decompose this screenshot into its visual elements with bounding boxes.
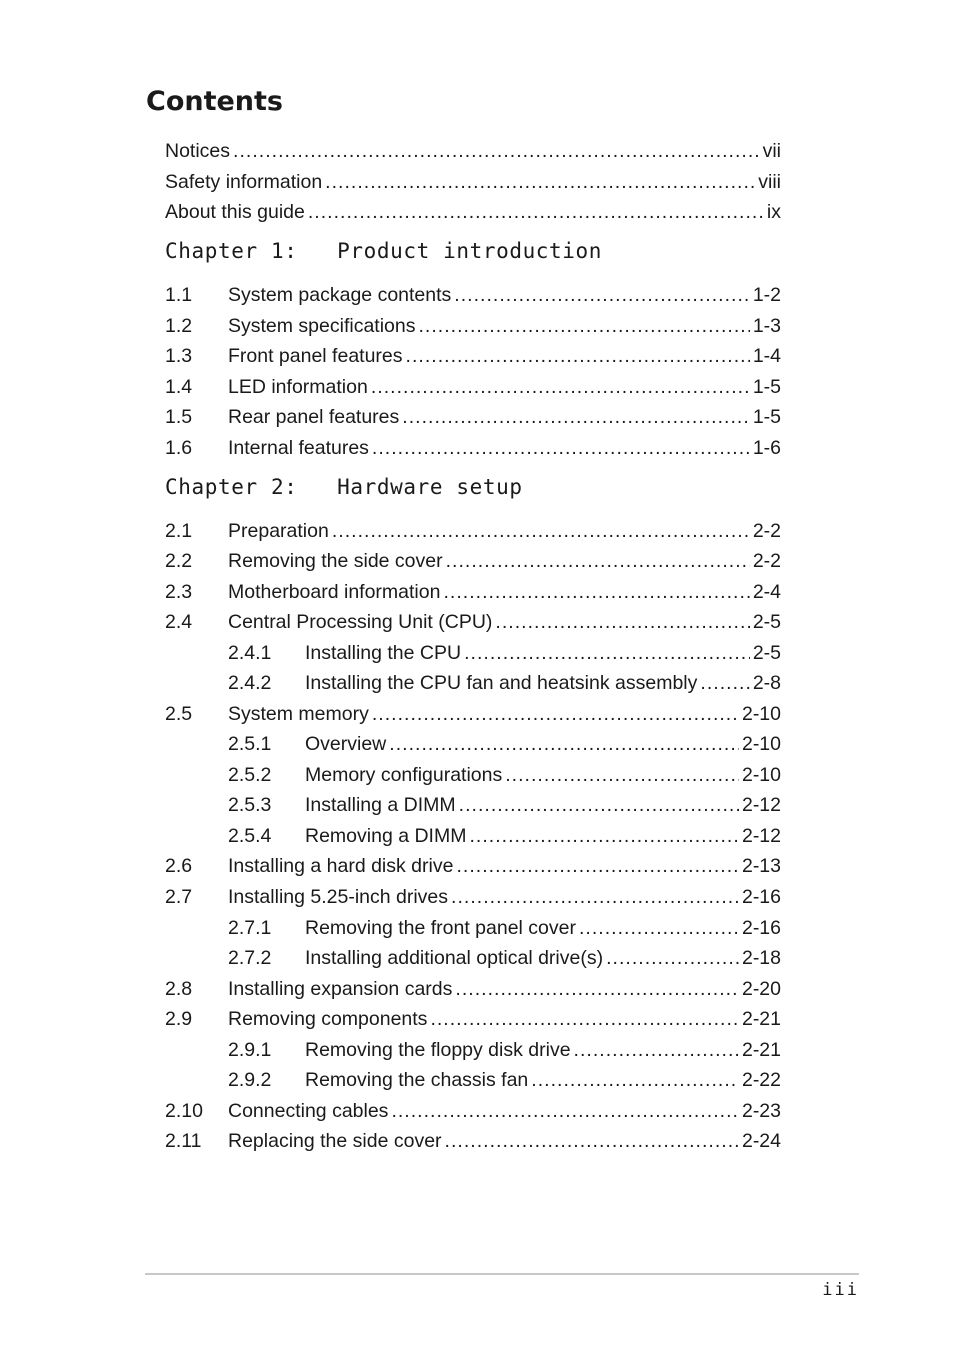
toc-entry-number: 2.5.1 [228, 733, 272, 755]
toc-entry-label: Installing the CPU [305, 642, 462, 664]
dot-leader [445, 1128, 739, 1154]
toc-entry-page: 2-16 [741, 886, 781, 908]
dot-leader [464, 640, 750, 666]
toc-entry-number: 2.7.1 [228, 917, 272, 939]
toc-entry-label: Removing the chassis fan [305, 1069, 529, 1091]
toc-entry-number: 2.9.1 [228, 1039, 272, 1061]
toc-entry-label: LED information [228, 376, 368, 398]
toc-entry-number: 2.4.2 [228, 672, 272, 694]
dot-leader [459, 792, 739, 818]
toc-entry-2-4-1[interactable] [228, 640, 781, 666]
toc-entry-2-5-1[interactable] [228, 731, 781, 757]
toc-entry-label: System package contents [228, 284, 452, 306]
toc-entry-number: 2.5.4 [228, 825, 272, 847]
toc-entry-page: 2-12 [741, 825, 781, 847]
toc-entry-label: Connecting cables [228, 1100, 389, 1122]
dot-leader [574, 1037, 739, 1063]
toc-entry-2-1[interactable] [165, 518, 781, 544]
toc-entry-number: 2.5.3 [228, 794, 272, 816]
toc-entry-label: Rear panel features [228, 406, 400, 428]
toc-entry-1-5[interactable] [165, 404, 781, 430]
page-title: Contents [146, 86, 284, 117]
toc-entry-page: ix [766, 201, 781, 223]
toc-entry-2-10[interactable] [165, 1098, 781, 1124]
toc-entry-label: Overview [305, 733, 387, 755]
dot-leader [372, 701, 739, 727]
toc-entry-number: 1.2 [165, 315, 193, 337]
toc-entry-2-3[interactable] [165, 579, 781, 605]
dot-leader [371, 374, 750, 400]
toc-entry-label: Installing the CPU fan and heatsink assembly [305, 672, 698, 694]
chapter-1-heading: Chapter 1: Product introduction [165, 239, 603, 263]
dot-leader [451, 884, 739, 910]
toc-entry-page: 2-10 [741, 764, 781, 786]
toc-entry-number: 2.3 [165, 581, 193, 603]
toc-entry-page: 2-12 [741, 794, 781, 816]
toc-entry-number: 2.9.2 [228, 1069, 272, 1091]
dot-leader [700, 670, 749, 696]
toc-entry-2-7-1[interactable] [228, 915, 781, 941]
dot-leader [233, 138, 760, 164]
dot-leader [430, 1006, 739, 1032]
dot-leader [606, 945, 739, 971]
toc-entry-2-7[interactable] [165, 884, 781, 910]
toc-entry-2-5[interactable] [165, 701, 781, 727]
toc-entry-page: 2-5 [752, 611, 781, 633]
dot-leader [579, 915, 739, 941]
toc-entry-number: 1.4 [165, 376, 193, 398]
toc-entry-2-8[interactable] [165, 976, 781, 1002]
dot-leader [391, 1098, 739, 1124]
toc-entry-number: 2.5 [165, 703, 193, 725]
toc-entry-2-9-1[interactable] [228, 1037, 781, 1063]
dot-leader [505, 762, 739, 788]
toc-entry-page: 2-18 [741, 947, 781, 969]
toc-entry-number: 2.9 [165, 1008, 193, 1030]
toc-entry-number: 2.1 [165, 520, 193, 542]
toc-entry-1-3[interactable] [165, 343, 781, 369]
toc-entry-label: System specifications [228, 315, 416, 337]
dot-leader [308, 199, 764, 225]
toc-entry-page: 2-20 [741, 978, 781, 1000]
toc-entry-page: 2-10 [741, 703, 781, 725]
toc-entry-label: Removing the side cover [228, 550, 443, 572]
toc-entry-2-6[interactable] [165, 853, 781, 879]
toc-entry-page: 2-4 [752, 581, 781, 603]
dot-leader [531, 1067, 739, 1093]
toc-entry-page: vii [762, 140, 781, 162]
toc-entry-label: System memory [228, 703, 369, 725]
toc-entry-number: 1.5 [165, 406, 193, 428]
toc-entry-2-7-2[interactable] [228, 945, 781, 971]
toc-entry-page: 1-6 [752, 437, 781, 459]
toc-entry-label: Installing additional optical drive(s) [305, 947, 604, 969]
toc-entry-number: 1.1 [165, 284, 193, 306]
toc-entry-number: 1.3 [165, 345, 193, 367]
toc-entry-2-4-2[interactable] [228, 670, 781, 696]
dot-leader [454, 282, 750, 308]
toc-entry-number: 1.6 [165, 437, 193, 459]
toc-entry-label: Memory configurations [305, 764, 503, 786]
toc-entry-number: 2.7 [165, 886, 193, 908]
toc-entry-number: 2.4 [165, 611, 193, 633]
dot-leader [332, 518, 750, 544]
toc-entry-label: Removing a DIMM [305, 825, 467, 847]
toc-entry-page: 2-2 [752, 550, 781, 572]
dot-leader [402, 404, 750, 430]
dot-leader [443, 579, 749, 605]
page-number: iii [822, 1280, 859, 1300]
toc-entry-number: 2.7.2 [228, 947, 272, 969]
footer-divider [145, 1273, 859, 1275]
toc-entry-page: 2-10 [741, 733, 781, 755]
toc-entry-page: 2-8 [752, 672, 781, 694]
dot-leader [469, 823, 739, 849]
toc-entry-2-4[interactable] [165, 609, 781, 635]
toc-entry-label: Central Processing Unit (CPU) [228, 611, 493, 633]
chapter-2-heading: Chapter 2: Hardware setup [165, 475, 523, 499]
toc-entry-2-2[interactable] [165, 548, 781, 574]
toc-entry-page: 2-13 [741, 855, 781, 877]
toc-entry-page: 2-24 [741, 1130, 781, 1152]
toc-entry-about-this-guide[interactable] [165, 199, 781, 225]
toc-entry-label: Replacing the side cover [228, 1130, 442, 1152]
toc-entry-number: 2.5.2 [228, 764, 272, 786]
dot-leader [389, 731, 739, 757]
toc-entry-1-4[interactable] [165, 374, 781, 400]
dot-leader [495, 609, 749, 635]
toc-entry-2-9[interactable] [165, 1006, 781, 1032]
toc-entry-label: Installing 5.25-inch drives [228, 886, 449, 908]
toc-entry-label: Removing the floppy disk drive [305, 1039, 571, 1061]
toc-entry-safety-information[interactable] [165, 169, 781, 195]
toc-entry-page: 1-5 [752, 406, 781, 428]
toc-entry-page: 1-5 [752, 376, 781, 398]
toc-entry-label: Front panel features [228, 345, 403, 367]
toc-entry-2-11[interactable] [165, 1128, 781, 1154]
toc-entry-page: 1-4 [752, 345, 781, 367]
dot-leader [446, 548, 750, 574]
toc-entry-2-5-3[interactable] [228, 792, 781, 818]
toc-entry-number: 2.6 [165, 855, 193, 877]
toc-entry-1-2[interactable] [165, 313, 781, 339]
toc-entry-label: Removing the front panel cover [305, 917, 576, 939]
toc-entry-notices[interactable] [165, 138, 781, 164]
toc-entry-label: Installing expansion cards [228, 978, 453, 1000]
toc-entry-number: 2.8 [165, 978, 193, 1000]
toc-entry-page: 1-3 [752, 315, 781, 337]
toc-entry-2-5-2[interactable] [228, 762, 781, 788]
toc-entry-page: 2-21 [741, 1008, 781, 1030]
toc-entry-label: Notices [165, 140, 231, 162]
dot-leader [455, 976, 739, 1002]
toc-entry-label: Motherboard information [228, 581, 441, 603]
toc-entry-page: viii [758, 171, 781, 193]
dot-leader [372, 435, 750, 461]
toc-entry-page: 2-2 [752, 520, 781, 542]
toc-entry-1-6[interactable] [165, 435, 781, 461]
toc-entry-page: 2-23 [741, 1100, 781, 1122]
toc-entry-1-1[interactable] [165, 282, 781, 308]
dot-leader [325, 169, 755, 195]
toc-entry-label: Installing a DIMM [305, 794, 456, 816]
toc-entry-number: 2.10 [165, 1100, 203, 1122]
toc-entry-2-9-2[interactable] [228, 1067, 781, 1093]
toc-entry-number: 2.11 [165, 1130, 202, 1152]
toc-entry-label: Preparation [228, 520, 329, 542]
toc-entry-label: Safety information [165, 171, 323, 193]
dot-leader [419, 313, 750, 339]
toc-entry-page: 1-2 [752, 284, 781, 306]
toc-entry-page: 2-16 [741, 917, 781, 939]
toc-entry-label: Removing components [228, 1008, 428, 1030]
toc-entry-number: 2.4.1 [228, 642, 272, 664]
toc-entry-number: 2.2 [165, 550, 193, 572]
dot-leader [456, 853, 739, 879]
toc-entry-page: 2-5 [752, 642, 781, 664]
toc-entry-page: 2-22 [741, 1069, 781, 1091]
toc-entry-label: Internal features [228, 437, 369, 459]
toc-entry-label: About this guide [165, 201, 305, 223]
toc-entry-2-5-4[interactable] [228, 823, 781, 849]
toc-entry-label: Installing a hard disk drive [228, 855, 454, 877]
toc-entry-page: 2-21 [741, 1039, 781, 1061]
dot-leader [406, 343, 750, 369]
